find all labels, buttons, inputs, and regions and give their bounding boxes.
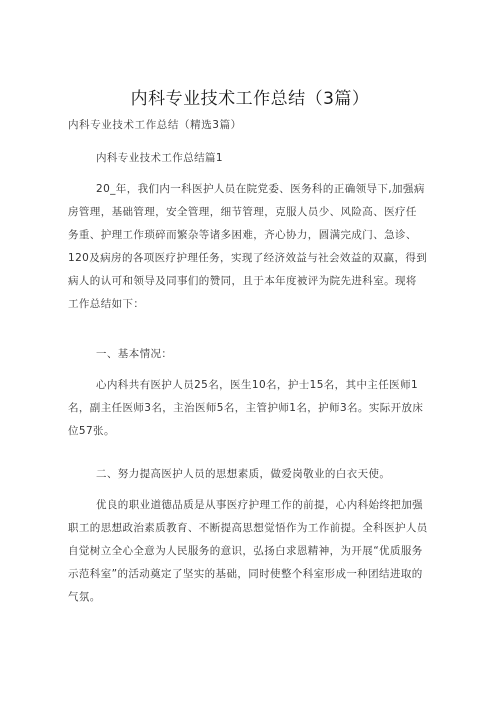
paragraph-line: 气氛。	[68, 591, 101, 603]
paragraph-line: 示范科室”的活动奠定了坚实的基础，同时使整个科室形成一种团结进取的	[68, 568, 423, 580]
paragraph-line: 20_年，我们内一科医护人员在院党委、医务科的正确领导下,加强病	[96, 183, 425, 195]
paragraph-line: 心内科共有医护人员25名，医生10名，护士15名，其中主任医师1	[96, 379, 419, 391]
document-subtitle: 内科专业技术工作总结（精选3篇）	[68, 119, 242, 131]
section-heading: 内科专业技术工作总结篇1	[96, 152, 223, 164]
paragraph-line: 自觉树立全心全意为人民服务的意识，弘扬白求恩精神，为开展“优质服务	[68, 545, 423, 557]
paragraph-line: 房管理，基础管理，安全管理，细节管理，克服人员少、风险高、医疗任	[68, 206, 417, 218]
paragraph-line: 120及病房的各项医疗护理任务，实现了经济效益与社会效益的双赢，得到	[68, 252, 428, 264]
heading-basic-info: 一、基本情况：	[96, 348, 173, 360]
paragraph-line: 名，副主任医师3名，主治医师5名，主管护师1名，护师3名。实际开放床	[68, 402, 424, 414]
paragraph-basic-info	[68, 374, 438, 443]
paragraph-intro	[68, 178, 438, 316]
paragraph-line: 工作总结如下：	[68, 298, 145, 310]
paragraph-ideology	[68, 494, 438, 609]
paragraph-line: 优良的职业道德品质是从事医疗护理工作的前提，心内科始终把加强	[96, 499, 423, 511]
paragraph-line: 务重、护理工作琐碎而繁杂等诸多困难，齐心协力，圆满完成门、急诊、	[68, 229, 417, 241]
paragraph-line: 位57张。	[68, 425, 115, 437]
document-title: 内科专业技术工作总结（3篇）	[130, 89, 370, 109]
heading-ideology: 二、努力提高医护人员的思想素质，做爱岗敬业的白衣天使。	[96, 468, 391, 480]
paragraph-line: 病人的认可和领导及同事们的赞同，且于本年度被评为院先进科室。现将	[68, 275, 417, 287]
paragraph-line: 职工的思想政治素质教育、不断提高思想觉悟作为工作前提。全科医护人员	[68, 522, 428, 534]
